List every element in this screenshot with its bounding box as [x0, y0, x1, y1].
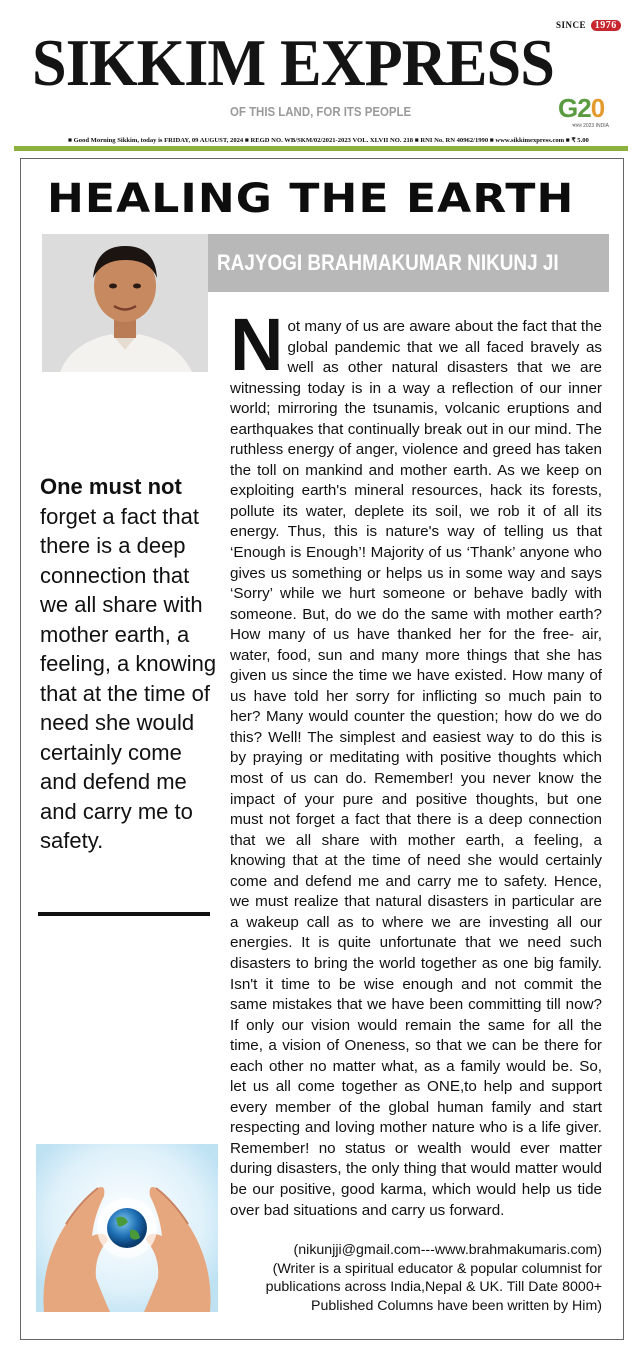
credit-line-2: (Writer is a spiritual educator & popular columnist for [272, 1260, 602, 1277]
masthead-divider [14, 146, 628, 151]
drop-cap: N [230, 303, 284, 386]
hands-holding-earth-icon [36, 1144, 218, 1312]
hands-earth-image [36, 1144, 218, 1312]
newspaper-tagline: OF THIS LAND, FOR ITS PEOPLE [230, 104, 412, 119]
since-year-badge: 1976 [591, 20, 621, 31]
article-headline: HEALING THE EARTH [47, 176, 575, 222]
author-name: RAJYOGI BRAHMAKUMAR NIKUNJ JI [217, 250, 559, 275]
credit-line-4: Published Columns have been written by Him) [311, 1297, 602, 1314]
g20-logo [558, 93, 624, 133]
g20-g-text: G2 [558, 93, 591, 123]
pull-quote-lead: One must not [40, 474, 182, 499]
pull-quote-text: forget a fact that there is a deep connection that we all share with mother earth, a feeling, a knowing that at the time of need she would certainly come and defend me and carry me to safety. [40, 503, 217, 853]
pull-quote [40, 472, 218, 856]
g20-zero-text: 0 [590, 93, 605, 123]
article-body-text: ot many of us are aware about the fact that the global pandemic that we all faced bravely as well as other natural disasters that we are witnessing today is in a way a reflection of our inner world; mirroring the tsunamis, volcanic eruptions and earthquakes that continually break out in our mind. The ruthless energy of anger, violence and greed has taken the toll on mankind and mother earth. As we keep on exploiting earth's mineral resources, hack its forests, pollute its water, deplete its soil, we rob it of all its energy. Thus, this is nature's way of telling us that ‘Enough is Enough’! Majority of us ‘Thank’ anyone who gives us something or helps us in some way and says ‘Sorry’ while we hurt someone or behave badly with someone. But, do we do the same with mother earth? How many of us have thanked her for the free- air, water, food, sun and many more things that she has given us since the time we have existed. How many of us have told her sorry for inflicting so much pain to her? Many would counter the question; how do we do this? Well! The simplest and easiest way to do this is by praying or meditating with positive thoughts which most of us can do. Remember! you never know the impact of your pure and positive thoughts, but one must not forget a fact that there is a deep connection that we all share with mother earth, a feeling, a knowing that at the time of need she would certainly come and defend me and carry me to safety. Hence, we must realize that natural disasters in particular are a wakeup call as to where we are investing all our energies. It is quite unfortunate that we need such disasters to bring the world together as one big family. Isn't it time to be wise enough and not commit the same mistakes that we have been committing till now? If only our vision would remain the same for all the time, a vision of Oneness, so that we can be there for each other no matter what, as a family would be. So, let us all come together as ONE,to help and support every member of the global human family and start respecting and loving mother nature who is a life giver. Remember! no status or wealth would ever matter during disasters, the only thing that would matter would be our positive, good karma, which would help us tide over bad situations and carry us forward. [230, 318, 602, 1219]
since-label [556, 20, 621, 31]
credit-contact: (nikunjji@gmail.com---www.brahmakumaris.com) [293, 1242, 602, 1258]
pull-quote-rule [38, 912, 210, 916]
author-photo [42, 234, 208, 372]
newspaper-title: SIKKIM EXPRESS [32, 26, 554, 100]
g20-subtitle: भारत 2023 INDIA [572, 123, 609, 129]
since-text: SINCE [556, 20, 587, 30]
article-body [230, 303, 602, 1221]
dateline-info: ■ Good Morning Sikkim, today is FRIDAY, 09 AUGUST, 2024 ■ REGD NO. WB/SKM/02/2021-2023 VOL. XLVII NO. 218 ■ RNI No. RN 40962/1990 ■ www.sikkimexpress.com ■ ₹ 5.00 [68, 137, 589, 144]
author-credits [232, 1241, 602, 1315]
credit-line-3: publications across India,Nepal & UK. Till Date 8000+ [265, 1279, 602, 1295]
author-portrait-icon [42, 234, 208, 372]
